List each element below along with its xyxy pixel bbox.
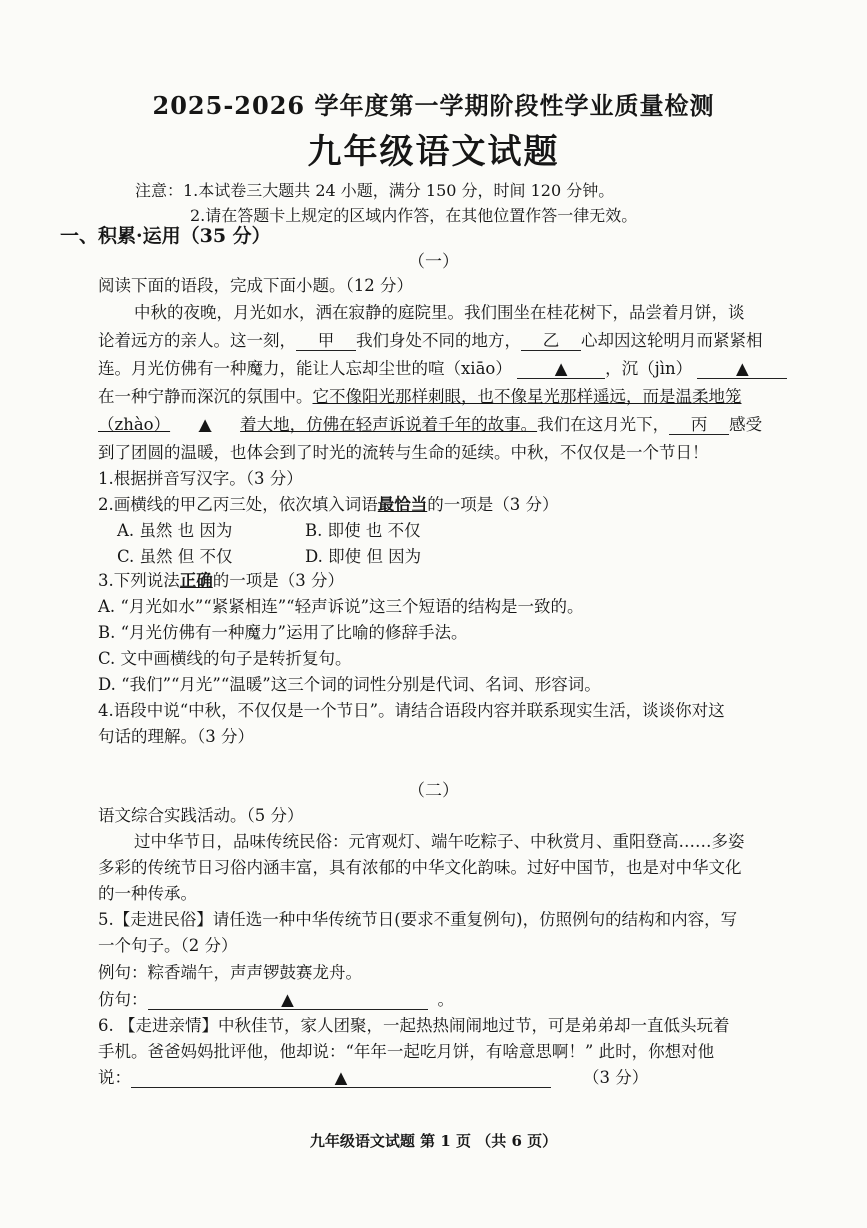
question-4-line-1: 4.语段中说“中秋，不仅仅是一个节日”。请结合语段内容并联系现实生活，谈谈你对这 [98,701,725,720]
underlined-sentence: 着大地，仿佛在轻声诉说着千年的故事。 [240,415,538,434]
activity-passage-3: 的一种传承。 [98,884,197,903]
q2-option-d[interactable]: D. 即使 但 因为 [305,547,422,566]
answer-label: 仿句： [98,990,148,1009]
answer-blank-q6[interactable]: ▲ [131,1069,551,1088]
q2-option-a[interactable]: A. 虽然 也 因为 [117,521,233,540]
blank-pinyin-jin[interactable]: ▲ [697,360,787,379]
exam-header-title: 2025-2026 学年度第一学期阶段性学业质量检测 [152,91,715,120]
blank-bing[interactable]: 丙 [669,416,729,435]
answer-blank-q5[interactable]: ▲ [148,991,428,1010]
activity-passage-1: 过中华节日，品味传统民俗：元宵观灯、端午吃粽子、中秋赏月、重阳登高……多姿 [134,832,745,851]
question-4-line-2: 句话的理解。（3 分） [98,727,254,746]
passage-text: 在一种宁静而深沉的氛围中。 [98,387,313,406]
passage-line-1: 中秋的夜晚，月光如水，洒在寂静的庭院里。我们围坐在桂花树下，品尝着月饼，谈 [134,303,745,322]
activity-intro: 语文综合实践活动。（5 分） [98,806,304,825]
passage-text: 连。月光仿佛有一种魔力，能让人忘却尘世的喧（xiāo） [98,359,512,378]
q3-option-c[interactable]: C. 文中画横线的句子是转折复句。 [98,649,352,668]
question-text: 的一项是（3 分） [212,571,344,590]
answer-label: 说： [98,1068,131,1087]
score-label: （3 分） [583,1068,649,1087]
passage-line-5 [98,411,762,435]
passage-line-6: 到了团圆的温暖，也体会到了时光的流转与生命的延续。中秋，不仅仅是一个节日！ [98,443,709,462]
notice-line-1: 注意：1.本试卷三大题共 24 小题，满分 150 分，时间 120 分钟。 [135,181,615,200]
emphasis-text: 正确 [179,571,213,590]
blank-pinyin-zhao[interactable]: ▲ [198,415,212,434]
passage-text: 我们在这月光下， [537,415,670,434]
question-2 [98,491,559,515]
q3-option-d[interactable]: D. “我们”“月光”“温暖”这三个词的词性分别是代词、名词、形容词。 [98,675,601,694]
passage-line-4 [98,383,742,407]
blank-pinyin-xiao[interactable]: ▲ [517,360,605,379]
blank-yi[interactable]: 乙 [521,332,581,351]
passage-text: 论着远方的亲人。这一刻， [98,331,296,350]
question-5-line-1: 5.【走进民俗】请任选一种中华传统节日(要求不重复例句)，仿照例句的结构和内容，写 [98,910,738,929]
passage-line-3 [98,355,787,379]
passage-line-2 [98,327,763,351]
emphasis-text: 最恰当 [377,495,428,514]
page-footer: 九年级语文试题 第 1 页 （共 6 页） [309,1132,558,1150]
section-heading-1: 一、积累·运用（35 分） [60,225,271,247]
passage-text: ，沉（jìn） [605,359,693,378]
blank-jia[interactable]: 甲 [296,332,356,351]
q3-option-a[interactable]: A. “月光如水”“紧紧相连”“轻声诉说”这三个短语的结构是一致的。 [98,597,584,616]
underlined-sentence: 它不像阳光那样刺眼，也不像星光那样遥远，而是温柔地笼 [312,387,742,406]
question-3 [98,567,344,591]
q2-option-b[interactable]: B. 即使 也 不仅 [305,521,421,540]
question-text: 3.下列说法 [98,571,180,590]
question-5-example: 例句：粽香端午，声声锣鼓赛龙舟。 [98,963,362,982]
exam-subject-title: 九年级语文试题 [307,132,560,172]
q2-option-c[interactable]: C. 虽然 但 不仅 [117,547,233,566]
question-6-line-2: 手机。爸爸妈妈批评他，他却说：“年年一起吃月饼，有啥意思啊！” 此时，你想对他 [98,1042,715,1061]
underlined-sentence: （zhào） [98,415,171,434]
period-mark: 。 [437,990,454,1009]
question-5-answer-line [98,986,454,1010]
reading-intro: 阅读下面的语段，完成下面小题。（12 分） [98,276,413,295]
q3-option-b[interactable]: B. “月光仿佛有一种魔力”运用了比喻的修辞手法。 [98,623,468,642]
question-5-line-2: 一个句子。（2 分） [98,936,238,955]
question-6-line-1: 6. 【走进亲情】中秋佳节，家人团聚，一起热热闹闹地过节，可是弟弟却一直低头玩着 [98,1016,730,1035]
question-1: 1.根据拼音写汉字。（3 分） [98,469,303,488]
part-label-2: （二） [408,781,459,801]
question-6-answer-line [98,1064,648,1088]
part-label-1: （一） [408,252,459,272]
question-text: 的一项是（3 分） [427,495,559,514]
activity-passage-2: 多彩的传统节日习俗内涵丰富，具有浓郁的中华文化韵味。过好中国节，也是对中华文化 [98,858,742,877]
question-text: 2.画横线的甲乙丙三处，依次填入词语 [98,495,378,514]
notice-line-2: 2.请在答题卡上规定的区域内作答，在其他位置作答一律无效。 [190,206,638,225]
passage-text: 我们身处不同的地方， [356,331,521,350]
passage-text: 心却因这轮明月而紧紧相 [581,331,763,350]
passage-text: 感受 [729,415,763,434]
